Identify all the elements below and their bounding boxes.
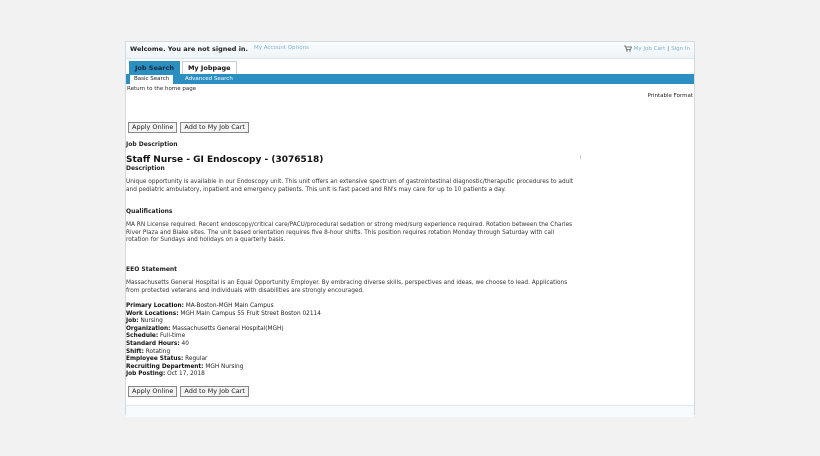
footer-bar [126, 405, 694, 417]
divider-tick [580, 155, 581, 159]
detail-row: Job: Nursing [126, 318, 163, 325]
detail-row: Work Locations: MGH Main Campus 55 Fruit Street Boston 02114 [126, 310, 321, 317]
detail-row: Primary Location: MA-Boston-MGH Main Campus [126, 303, 274, 309]
add-to-cart-button-bottom[interactable]: Add to My Job Cart [180, 386, 249, 397]
account-options-link[interactable]: My Account Options [254, 45, 309, 51]
top-right-links [624, 45, 690, 52]
subtab-basic-search[interactable]: Basic Search [130, 75, 173, 84]
detail-row: Job Posting: Oct 17, 2018 [126, 371, 205, 378]
detail-row: Employee Status: Regular [126, 356, 208, 363]
detail-row: Organization: Massachusetts General Hospital(MGH) [126, 325, 284, 332]
main-tabs [129, 61, 237, 74]
top-bar [126, 42, 694, 59]
job-cart-link[interactable]: My Job Cart [633, 45, 666, 52]
tab-my-jobpage[interactable] [182, 61, 237, 74]
detail-row: Shift: Rotating [126, 348, 171, 355]
tab-job-search-label: Job Search [135, 64, 174, 72]
description-text: Unique opportunity is available in our Endoscopy unit. This unit offers an extensive spectrum of gastrointestinal diagnostic/theraputic procedures to adult and pediatric ambulatory, inpatient and emergency patients. This unit is fast paced and RN's may care for up to 10 patients a day. [126, 179, 574, 193]
add-to-cart-button[interactable]: Add to My Job Cart [180, 122, 249, 133]
tab-my-jobpage-label: My Jobpage [187, 64, 231, 72]
job-description-header: Job Description [126, 141, 178, 148]
detail-row: Recruiting Department: MGH Nursing [126, 363, 244, 370]
home-link[interactable]: Return to the home page [127, 86, 197, 92]
qualifications-label: Qualifications [126, 208, 173, 215]
detail-row: Schedule: Full-time [126, 333, 186, 340]
detail-row: Standard Hours: 40 [126, 340, 189, 347]
subtab-advanced-search[interactable]: Advanced Search [185, 76, 233, 82]
printable-format-link[interactable]: Printable Format [647, 93, 693, 99]
job-title: Staff Nurse - GI Endoscopy - (3076518) [126, 155, 324, 165]
description-label: Description [126, 165, 165, 172]
cart-icon[interactable] [624, 45, 632, 52]
top-button-row [128, 122, 249, 133]
eeo-text: Massachusetts General Hospital is an Equal Opportunity Employer. By embracing diverse skills, perspectives and ideas, we choose to lead. Applications from protected veterans and individuals with disabilities are strongly encouraged. [126, 280, 568, 294]
eeo-label: EEO Statement [126, 266, 178, 273]
sign-in-link[interactable]: Sign In [671, 45, 690, 52]
welcome-text: Welcome. You are not signed in. [130, 45, 249, 53]
link-separator: | [667, 45, 670, 52]
tab-job-search[interactable] [129, 61, 180, 74]
apply-online-button[interactable]: Apply Online [128, 122, 177, 133]
apply-online-button-bottom[interactable]: Apply Online [128, 386, 177, 397]
qualifications-text: MA RN License required. Recent endoscopy/critical care/PACU/procedural sedation or strong med/surg experience required. Rotation between the Charles River Plaza and Blake sites. The unit based orientation requires five 8-hour shifts. This position requires rotation Monday through Saturday with call rotation for Sundays and holidays on a quarterly basis. [126, 222, 573, 244]
bottom-button-row [128, 386, 249, 397]
job-details [126, 303, 321, 379]
page-frame [125, 41, 695, 415]
sub-nav-bar [126, 74, 694, 84]
